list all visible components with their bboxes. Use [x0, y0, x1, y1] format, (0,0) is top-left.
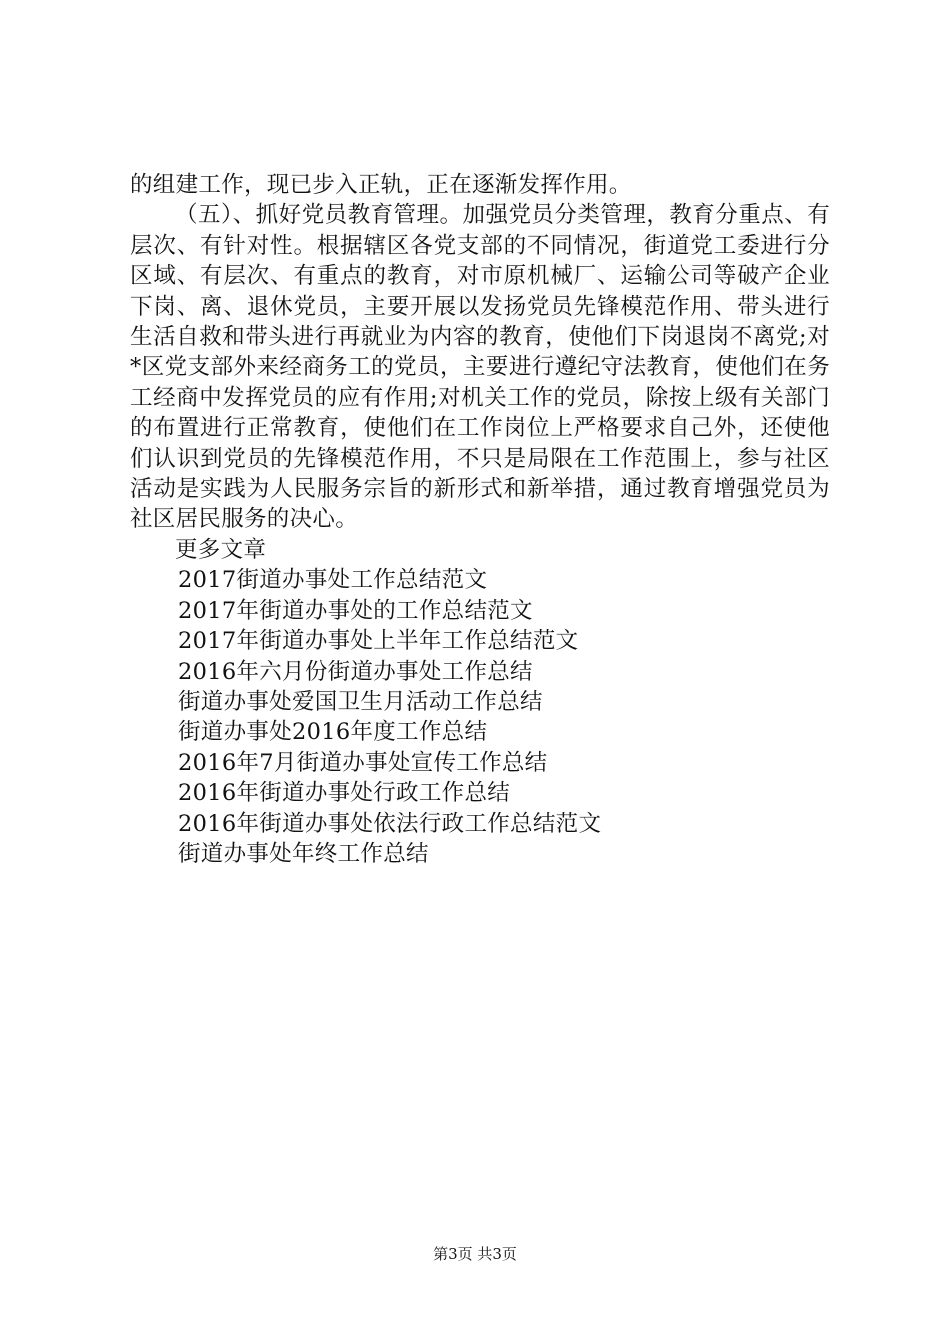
article-link[interactable]: 街道办事处爱国卫生月活动工作总结: [178, 688, 543, 715]
article-link[interactable]: 2017街道办事处工作总结范文: [178, 567, 488, 594]
article-link[interactable]: 街道办事处2016年度工作总结: [178, 719, 488, 746]
article-link[interactable]: 2016年街道办事处行政工作总结: [178, 780, 511, 807]
article-link[interactable]: 2017年街道办事处上半年工作总结范文: [178, 628, 579, 655]
page-number-footer: 第3页 共3页: [433, 1245, 517, 1263]
article-link[interactable]: 2016年六月份街道办事处工作总结: [178, 658, 533, 685]
more-articles-list: [130, 565, 830, 869]
article-link[interactable]: 2016年7月街道办事处宣传工作总结: [178, 749, 548, 776]
article-link[interactable]: 2017年街道办事处的工作总结范文: [178, 597, 533, 624]
article-link[interactable]: 2016年街道办事处依法行政工作总结范文: [178, 810, 602, 837]
article-link[interactable]: 街道办事处年终工作总结: [178, 840, 429, 867]
section-5-paragraph: （五）、抓好党员教育管理。加强党员分类管理，教育分重点、有层次、有针对性。根据辖区各党支部的不同情况，街道党工委进行分区域、有层次、有重点的教育，对市原机械厂、运输公司等破产企业下岗、离、退休党员，主要开展以发扬党员先锋模范作用、带头进行生活自救和带头进行再就业为内容的教育，使他们下岗退岗不离党;对*区党支部外来经商务工的党员，主要进行遵纪守法教育，使他们在务工经商中发挥党员的应有作用;对机关工作的党员，除按上级有关部门的布置进行正常教育，使他们在工作岗位上严格要求自己外，还使他们认识到党员的先锋模范作用，不只是局限在工作范围上，参与社区活动是实践为人民服务宗旨的新形式和新举措，通过教育增强党员为社区居民服务的决心。: [130, 202, 830, 533]
continuation-paragraph: 的组建工作，现已步入正轨，正在逐渐发挥作用。: [130, 172, 632, 198]
document-body: [130, 170, 830, 869]
more-articles-heading: 更多文章: [175, 536, 267, 563]
